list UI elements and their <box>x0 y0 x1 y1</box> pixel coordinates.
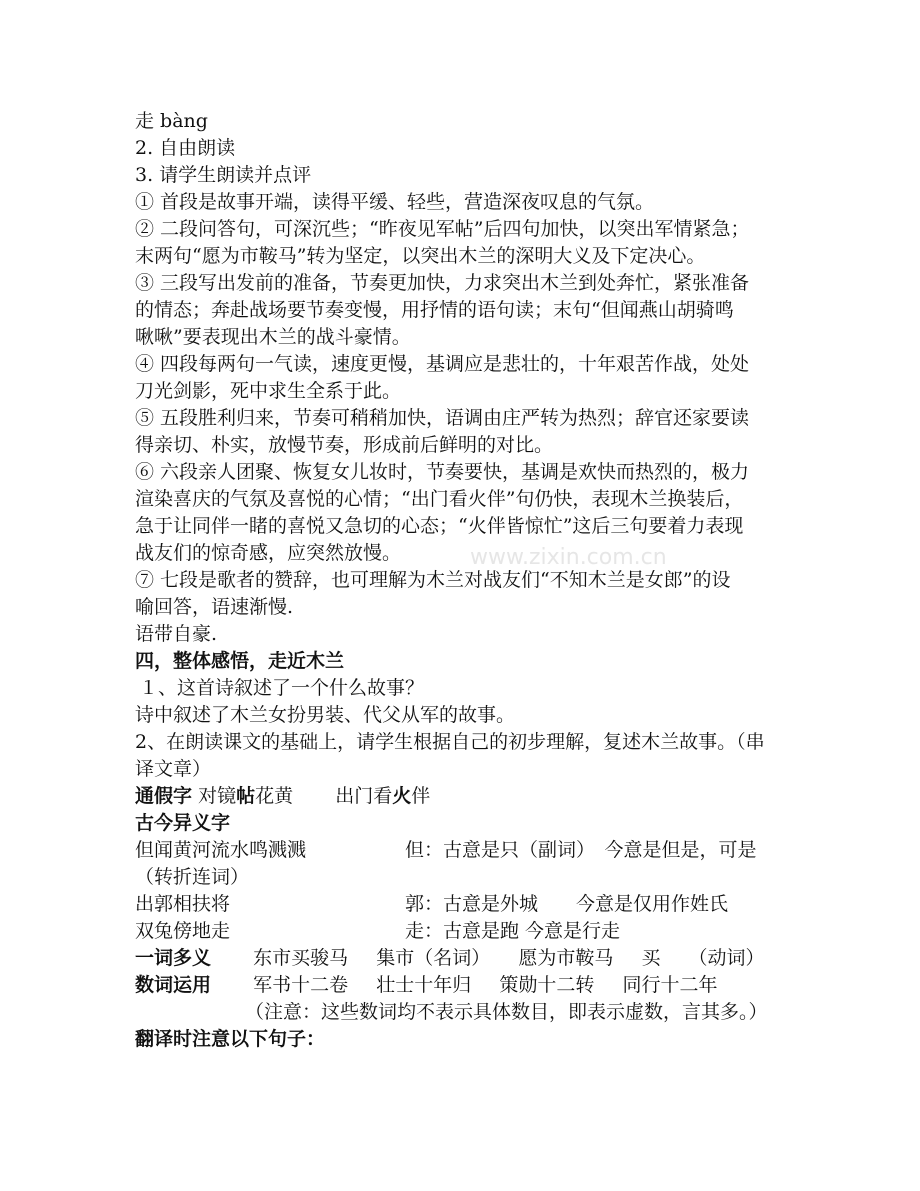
paragraph-6: 战友们的惊奇感，应突然放慢。 <box>135 542 402 564</box>
yici-example: 东市买骏马 <box>253 947 349 969</box>
tongjia-label: 通假字 <box>135 785 193 807</box>
gujin-example: 但闻黄河流水鸣溅溅 <box>135 839 307 861</box>
paragraph-3: 的情态；奔赴战场要节奏变慢，用抒情的语句读；末句“但闻燕山胡骑鸣 <box>135 299 734 321</box>
shuci-row <box>135 972 825 999</box>
shuci-example: 壮士十年归 <box>376 974 472 996</box>
tongjia-text: 对镜 <box>198 785 237 807</box>
paragraph-5: 得亲切、朴实，放慢节奏，形成前后鲜明的对比。 <box>135 434 554 456</box>
shuci-example: 军书十二卷 <box>253 974 349 996</box>
yici-row <box>135 945 825 972</box>
paragraph-3: ③ 三段写出发前的准备，节奏更加快，力求突出木兰到处奔忙，紧张准备 <box>135 272 750 294</box>
question-2: 2、在朗读课文的基础上，请学生根据自己的初步理解，复述木兰故事。（串 <box>135 731 765 753</box>
gujin-example: 双兔傍地走 <box>135 920 231 942</box>
yici-example: 愿为市鞍马 <box>518 947 614 969</box>
text-line: 3. 请学生朗读并点评 <box>135 164 312 186</box>
watermark: www.zixin.com.cn <box>470 545 667 570</box>
tongjia-row <box>135 783 825 810</box>
yici-meaning: 集市（名词） <box>376 947 491 969</box>
tongjia-text: 出门看 <box>335 785 393 807</box>
text-line: 走 bàng <box>135 110 208 132</box>
shuci-example: 同行十二年 <box>622 974 718 996</box>
paragraph-6: 急于让同伴一睹的喜悦又急切的心态；“火伴皆惊忙”这后三句要着力表现 <box>135 515 744 537</box>
paragraph-6: 渲染喜庆的气氛及喜悦的心情；“出门看火伴”句仍快，表现木兰换装后， <box>135 488 744 510</box>
paragraph-3: 啾啾”要表现出木兰的战斗豪情。 <box>135 326 411 348</box>
shuci-example: 策勋十二转 <box>499 974 595 996</box>
gujin-row <box>135 891 825 918</box>
tongjia-text: 花黄 <box>255 785 294 807</box>
gujin-row <box>135 837 825 864</box>
section-heading: 四，整体感悟，走近木兰 <box>135 650 345 672</box>
shuci-note: （注意：这些数词均不表示具体数目，即表示虚数，言其多。） <box>245 1001 768 1023</box>
paragraph-1: ① 首段是故事开端，读得平缓、轻些，营造深夜叹息的气氛。 <box>135 191 655 213</box>
fanyi-label: 翻译时注意以下句子： <box>135 1028 326 1050</box>
yici-meaning: 买 <box>641 947 661 969</box>
paragraph-2: ② 二段问答句，可深沉些；“昨夜见军帖”后四句加快，以突出军情紧急； <box>135 218 750 240</box>
gujin-example: 出郭相扶将 <box>135 893 231 915</box>
paragraph-7: 喻回答，语速渐慢. <box>135 596 294 618</box>
paragraph-4: 刀光剑影，死中求生全系于此。 <box>135 380 402 402</box>
question-1: １、这首诗叙述了一个什么故事？ <box>139 677 425 699</box>
gujin-row-cont: （转折连词） <box>135 866 250 888</box>
tongjia-item-2 <box>335 785 430 807</box>
tongjia-text: 伴 <box>411 785 431 807</box>
gujin-explanation: 郭：古意是外城 今意是仅用作姓氏 <box>405 893 729 915</box>
text-line: 语带自豪. <box>135 623 218 645</box>
question-2: 译文章） <box>135 758 212 780</box>
answer-1: 诗中叙述了木兰女扮男装、代父从军的故事。 <box>135 704 516 726</box>
shuci-label: 数词运用 <box>135 974 212 996</box>
gujin-explanation: 但：古意是只（副词） 今意是但是，可是 <box>405 839 757 861</box>
paragraph-5: ⑤ 五段胜利归来，节奏可稍稍加快，语调由庄严转为热烈；辞官还家要读 <box>135 407 750 429</box>
paragraph-2: 末两句“愿为市鞍马”转为坚定，以突出木兰的深明大义及下定决心。 <box>135 245 706 267</box>
yici-meaning: （动词） <box>688 947 765 969</box>
paragraph-4: ④ 四段每两句一气读，速度更慢，基调应是悲壮的，十年艰苦作战，处处 <box>135 353 750 375</box>
tongjia-char: 火 <box>392 785 412 807</box>
paragraph-6: ⑥ 六段亲人团聚、恢复女儿妆时，节奏要快，基调是欢快而热烈的，极力 <box>135 461 750 483</box>
tongjia-char: 帖 <box>236 785 256 807</box>
document-page <box>135 108 825 1053</box>
gujin-label: 古今异义字 <box>135 812 231 834</box>
text-line: 2. 自由朗读 <box>135 137 236 159</box>
gujin-explanation: 走：古意是跑 今意是行走 <box>405 920 621 942</box>
paragraph-7: ⑦ 七段是歌者的赞辞，也可理解为木兰对战友们“不知木兰是女郎”的设 <box>135 569 731 591</box>
gujin-row <box>135 918 825 945</box>
yici-label: 一词多义 <box>135 947 212 969</box>
tongjia-item-1 <box>198 785 299 807</box>
